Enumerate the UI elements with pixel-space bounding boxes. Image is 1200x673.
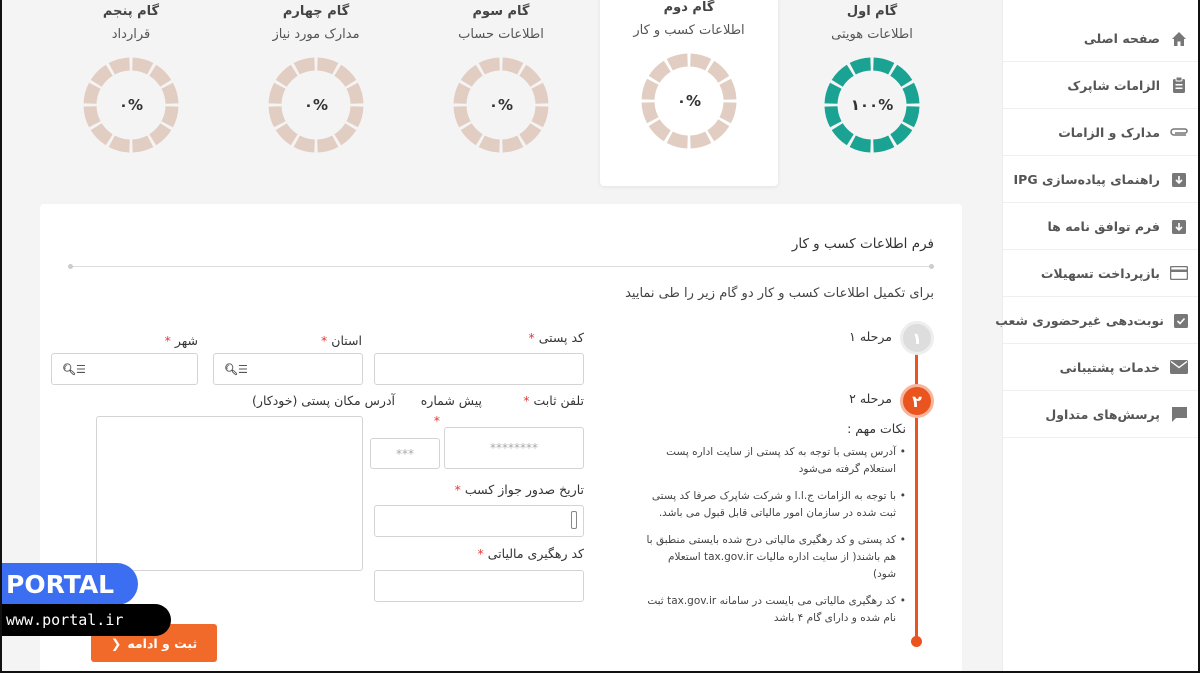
phone-input[interactable]: ******** (444, 427, 584, 469)
prefix-input[interactable]: *** (370, 438, 440, 469)
city-label (165, 333, 198, 348)
sidebar-item-label: نوبت‌دهی غیرحضوری شعب (995, 312, 1164, 328)
form-intro: برای تکمیل اطلاعات کسب و کار دو گام زیر را طی نمایید (625, 286, 934, 301)
required-mark: * (164, 333, 171, 348)
sidebar-item-label: بازپرداخت تسهیلات (1040, 265, 1160, 281)
stage-1-marker[interactable]: ۱ (900, 321, 934, 355)
sidebar-item-online-appointment[interactable] (995, 297, 1200, 344)
form-title: فرم اطلاعات کسب و کار (791, 236, 934, 252)
step-subtitle: اطلاعات هویتی (831, 27, 913, 42)
sidebar-item-label: پرسش‌های متداول (1045, 406, 1160, 422)
address-textarea[interactable] (96, 416, 363, 571)
sidebar-item-faq[interactable] (1003, 391, 1200, 438)
stage-2-marker[interactable]: ۲ (900, 384, 934, 418)
province-label-text: استان (331, 333, 362, 348)
sidebar-item-shaparak-requirements[interactable] (1003, 62, 1200, 109)
postal-code-input[interactable] (374, 353, 584, 385)
step-title: گام سوم (472, 4, 530, 19)
city-label-text: شهر (174, 333, 198, 348)
sidebar-item-support[interactable] (1003, 344, 1200, 391)
step-1[interactable] (783, 0, 961, 190)
step-progress-ring (266, 55, 366, 155)
prefix-required-mark: * (433, 413, 440, 428)
download-box-icon (1170, 217, 1188, 235)
step-subtitle: قرارداد (111, 27, 151, 42)
postal-code-label (528, 330, 584, 345)
sidebar-item-ipg-guide[interactable] (1003, 156, 1200, 203)
tax-code-label (478, 546, 584, 561)
step-title: گام چهارم (282, 4, 350, 19)
required-mark: * (523, 393, 530, 408)
portal-url-badge: www.portal.ir (0, 604, 171, 636)
step-subtitle: اطلاعات کسب و کار (633, 23, 745, 38)
sidebar-item-home[interactable] (1003, 0, 1200, 62)
required-mark: * (454, 482, 461, 497)
license-date-input[interactable] (374, 505, 584, 537)
step-progress-ring (81, 55, 181, 155)
step-subtitle: مدارک مورد نیاز (272, 27, 360, 42)
required-mark: * (528, 330, 535, 345)
home-icon (1170, 30, 1188, 48)
stage-1-label: مرحله ۱ (849, 329, 892, 344)
city-select[interactable] (51, 353, 198, 385)
sidebar-item-documents[interactable] (1003, 109, 1200, 156)
step-progress-ring (451, 55, 551, 155)
submit-label: ثبت و ادامه (127, 635, 198, 651)
required-mark: * (321, 333, 328, 348)
step-percent: ۰% (488, 96, 514, 114)
address-label: آدرس مکان پستی (خودکار) (252, 393, 395, 408)
step-2[interactable] (600, 0, 778, 186)
chat-icon (1170, 405, 1188, 423)
license-date-label (455, 482, 584, 497)
portal-logo-badge: PORTAL (0, 563, 138, 605)
tax-code-label-text: کد رهگیری مالیاتی (487, 546, 584, 561)
step-5[interactable] (42, 0, 220, 190)
stage-2-label: مرحله ۲ (849, 391, 892, 406)
sidebar-item-label: راهنمای پیاده‌سازی IPG (1013, 171, 1160, 187)
province-label (321, 333, 362, 348)
mail-icon (1170, 358, 1188, 376)
step-percent: ۰% (303, 96, 329, 114)
divider (68, 266, 934, 267)
step-title: گام اول (846, 4, 898, 19)
step-percent: ۰% (676, 92, 702, 110)
clipboard-icon (1170, 76, 1188, 94)
step-subtitle: اطلاعات حساب (458, 27, 544, 42)
sidebar-item-label: صفحه اصلی (1083, 31, 1160, 46)
clipboard-check-icon (1174, 311, 1188, 329)
step-progress-ring (639, 51, 739, 151)
sidebar (995, 0, 1200, 673)
license-date-label-text: تاریخ صدور جواز کسب (464, 482, 584, 497)
timeline-end-dot (911, 636, 922, 647)
sidebar-item-label: مدارک و الزامات (1058, 124, 1160, 140)
required-mark: * (477, 546, 484, 561)
prefix-label-text: پیش شماره (420, 393, 482, 408)
step-title: گام پنجم (102, 4, 160, 19)
paperclip-icon (1170, 123, 1188, 141)
notes-list (646, 444, 906, 637)
business-info-form (40, 204, 962, 673)
download-box-icon (1170, 170, 1188, 188)
note-item: • آدرس پستی با توجه به کد پستی از سایت اداره پست استعلام گرفته می‌شود (646, 444, 906, 478)
tax-code-input[interactable] (374, 570, 584, 602)
notes-title: نکات مهم : (847, 421, 906, 436)
step-percent: ۰% (118, 96, 144, 114)
progress-steps (40, 0, 962, 190)
credit-card-icon (1170, 264, 1188, 282)
chevron-left-icon: ❮ (110, 635, 122, 651)
note-item: • با توجه به الزامات ج.ا.ا و شرکت شاپرک صرفا کد پستی ثبت شده در سازمان امور مالیاتی قابل قبول می باشد. (646, 488, 906, 522)
step-percent: ۱۰۰% (850, 96, 894, 114)
sidebar-item-label: فرم توافق نامه ها (1047, 218, 1160, 234)
phone-label-text: تلفن ثابت (533, 393, 584, 408)
step-progress-ring (822, 55, 922, 155)
postal-code-label-text: کد پستی (538, 330, 584, 345)
sidebar-item-label: الزامات شاپرک (1067, 77, 1160, 93)
province-select[interactable] (213, 353, 363, 385)
search-list-icon: ☰🔍︎ (62, 363, 86, 376)
sidebar-item-agreement-forms[interactable] (1003, 203, 1200, 250)
calendar-icon[interactable] (571, 511, 577, 529)
prefix-label (421, 393, 482, 408)
phone-label (523, 393, 584, 408)
sidebar-item-loan-repayment[interactable] (1003, 250, 1200, 297)
step-4[interactable] (227, 0, 405, 190)
step-title: گام دوم (663, 0, 715, 15)
note-item: • کد پستی و کد رهگیری مالیاتی درج شده بایستی منطبق با هم باشند( از سایت اداره مالیات tax.gov.ir استعلام شود) (646, 532, 906, 583)
search-list-icon: ☰🔍︎ (224, 363, 248, 376)
sidebar-item-label: خدمات پشتیبانی (1059, 359, 1160, 375)
note-item: • کد رهگیری مالیاتی می بایست در سامانه tax.gov.ir ثبت نام شده و دارای گام ۴ باشد (646, 593, 906, 627)
step-3[interactable] (412, 0, 590, 190)
